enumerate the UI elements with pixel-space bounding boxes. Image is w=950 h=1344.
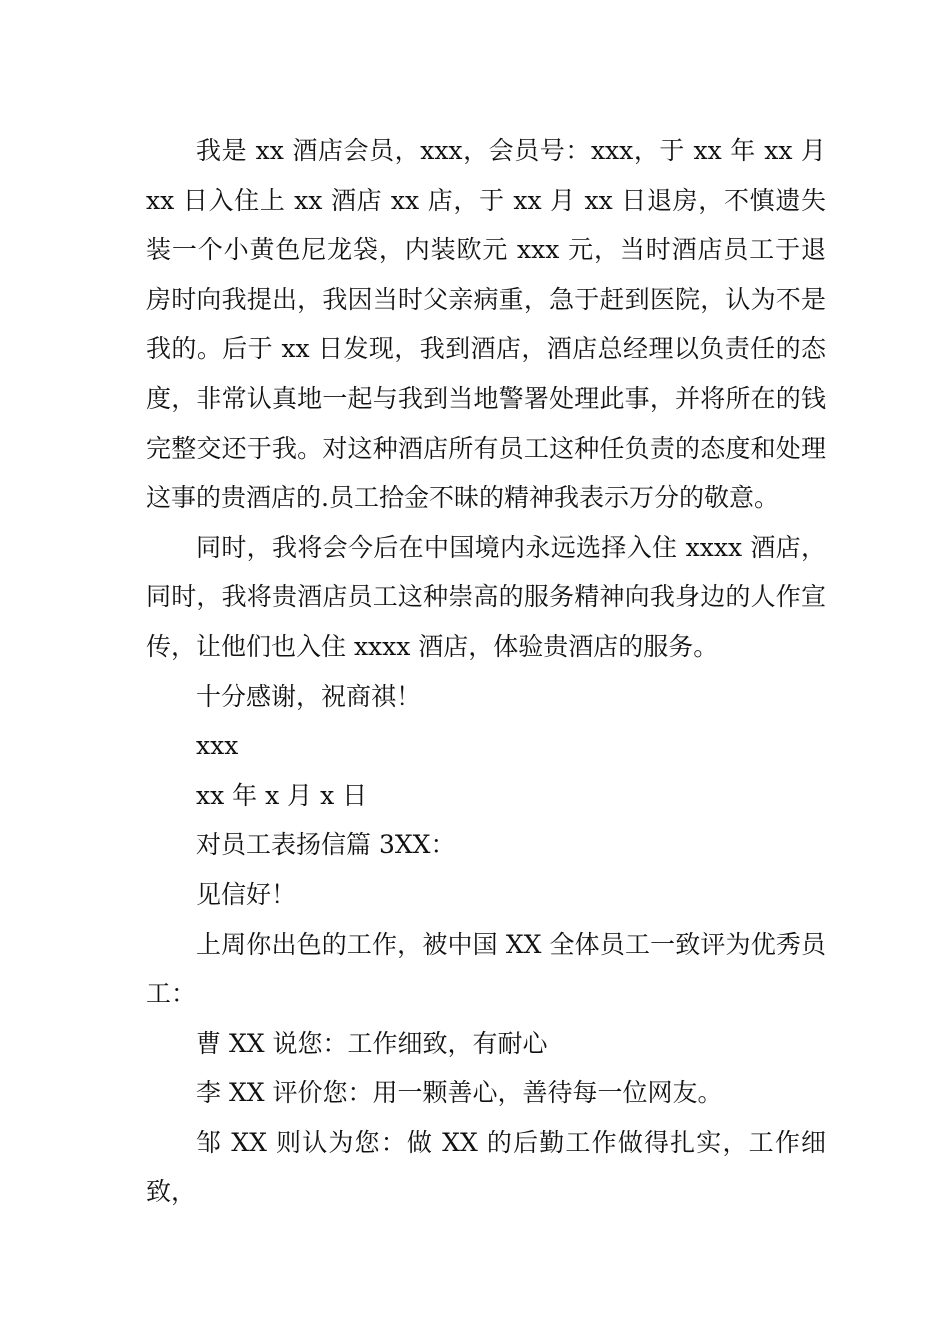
comment-li: 李 XX 评价您：用一颗善心，善待每一位网友。 — [196, 1078, 723, 1108]
letter-heading: 对员工表扬信篇 3XX： — [196, 830, 456, 860]
signature-date: xx 年 x 月 x 日 — [196, 780, 368, 810]
comment-zou: 邹 XX 则认为您：做 XX 的后勤工作做得扎实，工作细致， — [146, 1127, 826, 1207]
paragraph-award: 上周你出色的工作，被中国 XX 全体员工一致评为优秀员工： — [146, 929, 826, 1009]
document-body — [146, 126, 826, 1217]
paragraph-lost-item: 我是 xx 酒店会员，xxx，会员号：xxx，于 xx 年 xx 月 xx 日入住上 xx 酒店 xx 店，于 xx 月 xx 日退房，不慎遗失装一个小黄色尼龙袋，内装欧元 xxx 元，当时酒店员工于退房时向我提出，我因当时父亲病重，急于赶到医院，认为不是我的。后于 xx 日发现，我到酒店，酒店总经理以负责任的态度，非常认真地一起与我到当地警署处理此事，并将所在的钱完整交还于我。对这种酒店所有员工这种任负责的态度和处理这事的贵酒店的.员工拾金不昧的精神我表示万分的敬意。 — [146, 136, 826, 513]
paragraph-promise: 同时，我将会今后在中国境内永远选择入住 xxxx 酒店，同时，我将贵酒店员工这种崇高的服务精神向我身边的人作宣传，让他们也入住 xxxx 酒店，体验贵酒店的服务。 — [146, 532, 826, 661]
greeting: 见信好！ — [196, 879, 297, 909]
comment-cao: 曹 XX 说您：工作细致，有耐心 — [196, 1028, 548, 1058]
paragraph-thanks: 十分感谢，祝商祺！ — [196, 681, 422, 711]
signature-name: xxx — [196, 731, 239, 761]
